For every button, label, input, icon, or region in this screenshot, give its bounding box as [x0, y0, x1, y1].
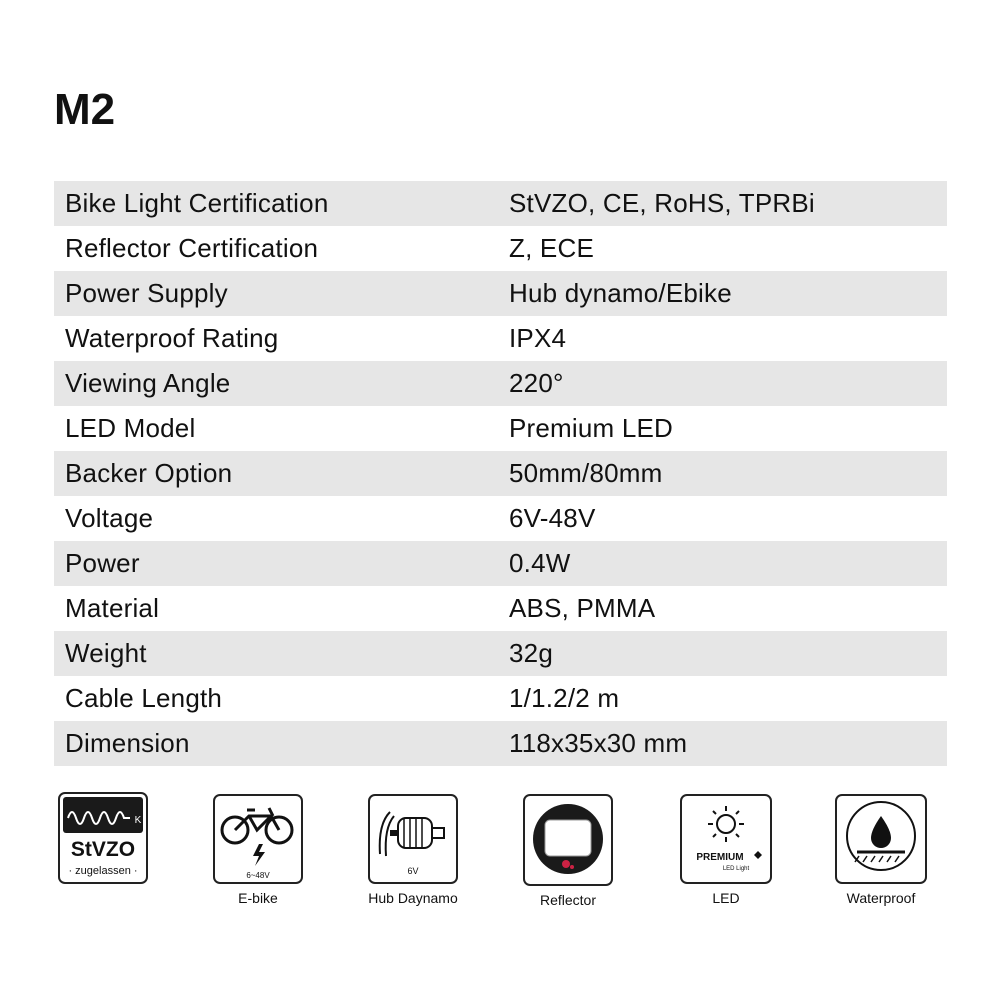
hub-dynamo-badge	[368, 794, 458, 906]
spec-value: Hub dynamo/Ebike	[509, 278, 732, 308]
ebike-caption: E-bike	[238, 890, 278, 906]
spec-label: Power	[65, 548, 140, 578]
led-caption: LED	[712, 890, 740, 906]
spec-label: Bike Light Certification	[65, 188, 329, 218]
spec-row	[54, 181, 947, 226]
spec-label: Material	[65, 593, 160, 623]
spec-value: 1/1.2/2 m	[509, 683, 620, 713]
spec-label: Voltage	[65, 503, 154, 533]
spec-row	[54, 541, 947, 586]
spec-label: Power Supply	[65, 278, 228, 308]
feature-icons	[0, 792, 1000, 922]
stvzo-name: StVZO	[70, 838, 136, 861]
spec-label: Dimension	[65, 728, 190, 758]
spec-value: IPX4	[509, 323, 567, 353]
spec-table	[54, 181, 947, 766]
spec-label: Backer Option	[65, 458, 233, 488]
spec-label: Weight	[65, 638, 147, 668]
spec-label: LED Model	[65, 413, 196, 443]
spec-value: Z, ECE	[509, 233, 594, 263]
spec-row	[54, 721, 947, 766]
hub-caption: Hub Daynamo	[368, 890, 458, 906]
spec-row	[54, 496, 947, 541]
ebike-badge	[213, 794, 303, 906]
stvzo-badge	[58, 792, 148, 884]
stvzo-icon	[58, 792, 148, 884]
page-title: M2	[54, 85, 116, 134]
stvzo-k: K	[134, 815, 142, 826]
spec-row	[54, 676, 947, 721]
spec-value: 220°	[509, 368, 564, 398]
waterproof-badge	[835, 794, 927, 906]
spec-value: Premium LED	[509, 413, 674, 443]
reflector-icon	[523, 794, 613, 886]
spec-label: Waterproof Rating	[65, 323, 279, 353]
spec-value: StVZO, CE, RoHS, TPRBi	[509, 188, 815, 218]
reflector-caption: Reflector	[539, 892, 597, 908]
ebike-icon	[213, 794, 303, 884]
spec-row	[54, 631, 947, 676]
spec-row	[54, 271, 947, 316]
hub-dynamo-icon	[368, 794, 458, 884]
waterproof-icon	[835, 794, 927, 884]
reflector-badge	[523, 794, 613, 908]
spec-value: 6V-48V	[509, 503, 596, 533]
spec-row	[54, 316, 947, 361]
spec-row	[54, 226, 947, 271]
ebike-voltage: 6~48V	[246, 871, 270, 880]
spec-row	[54, 586, 947, 631]
spec-label: Reflector Certification	[65, 233, 319, 263]
spec-label: Cable Length	[65, 683, 223, 713]
spec-value: 118x35x30 mm	[509, 728, 688, 758]
spec-value: 32g	[509, 638, 553, 668]
waterproof-caption: Waterproof	[846, 890, 916, 906]
led-brand: PREMIUM	[696, 852, 744, 863]
hub-voltage: 6V	[407, 866, 419, 876]
spec-value: ABS, PMMA	[509, 593, 656, 623]
spec-value: 0.4W	[509, 548, 571, 578]
spec-row	[54, 451, 947, 496]
stvzo-sub: · zugelassen ·	[68, 865, 138, 877]
led-sun-icon	[680, 794, 772, 884]
spec-row	[54, 406, 947, 451]
spec-row	[54, 361, 947, 406]
led-badge	[680, 794, 772, 906]
led-sub: LED Light	[722, 866, 750, 872]
spec-value: 50mm/80mm	[509, 458, 663, 488]
spec-label: Viewing Angle	[65, 368, 231, 398]
